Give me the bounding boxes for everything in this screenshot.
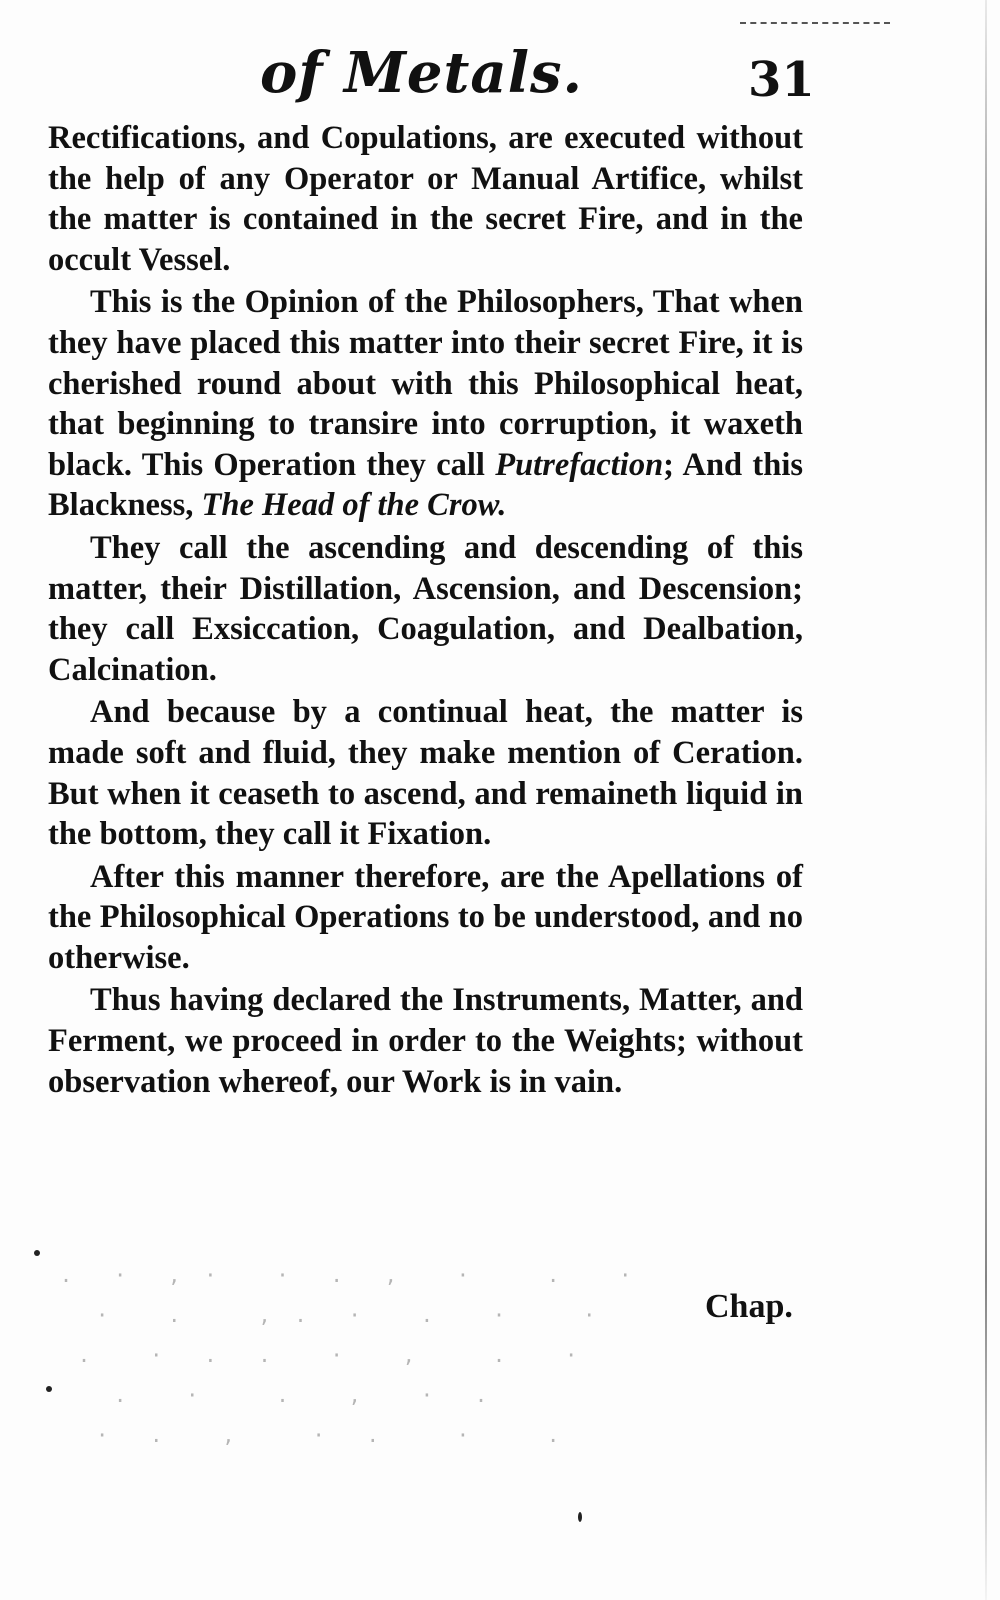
italic-term-head-of-crow: The Head of the Crow. [201,487,507,524]
ink-speck [46,1386,52,1392]
ink-speck [34,1250,40,1256]
paragraph-1: Rectifications, and Copulations, are executed without the help of any Operator or Manual Artifice, whilst the matter is contained in the secret Fire, and in the occult Vessel. [48,120,803,278]
body-text [48,118,803,1104]
paragraph-2-text-middle: ; And this Blackness, [48,446,803,524]
bleed-through-noise: . · ‚ · · . ‚ · . · · . ‚ . · . · · . · . . · ‚ . · . · . ‚ · . · . ‚ · . · . [60,1263,638,1447]
ink-speck [578,1512,582,1522]
paragraph-3: They call the ascending and descending of this matter, their Distillation, Ascension, and Descension; they call Exsiccation, Coagulation, and Dealbation, Calcination. [48,529,803,688]
paragraph-4: And because by a continual heat, the matter is made soft and fluid, they make mention of Ceration. But when it ceaseth to ascend, and remaineth liquid in the bottom, they call it Fixation. [48,694,803,853]
paragraph-6: Thus having declared the Instruments, Matter, and Ferment, we proceed in order to the Weights; without observation whereof, our Work is in vain. [48,982,803,1100]
page-number: 31 [748,52,815,108]
paragraph-2 [48,282,803,526]
paragraph-2-text-before: This is the Opinion of the Philosophers, That when they have placed this matter into their secret Fire, it is cherished round about with this Philosophical heat, that beginning to transire into corruption, it waxeth black. This Operation they call [48,284,803,483]
page-edge-shadow [985,0,987,1600]
paragraph-5: After this manner therefore, are the Apellations of the Philosophical Operations to be understood, and no otherwise. [48,858,803,976]
running-head: of Metals. [260,40,584,106]
top-edge-rule [740,22,890,24]
catchword: Chap. [705,1288,793,1325]
italic-term-putrefaction: Putrefaction [495,446,664,483]
